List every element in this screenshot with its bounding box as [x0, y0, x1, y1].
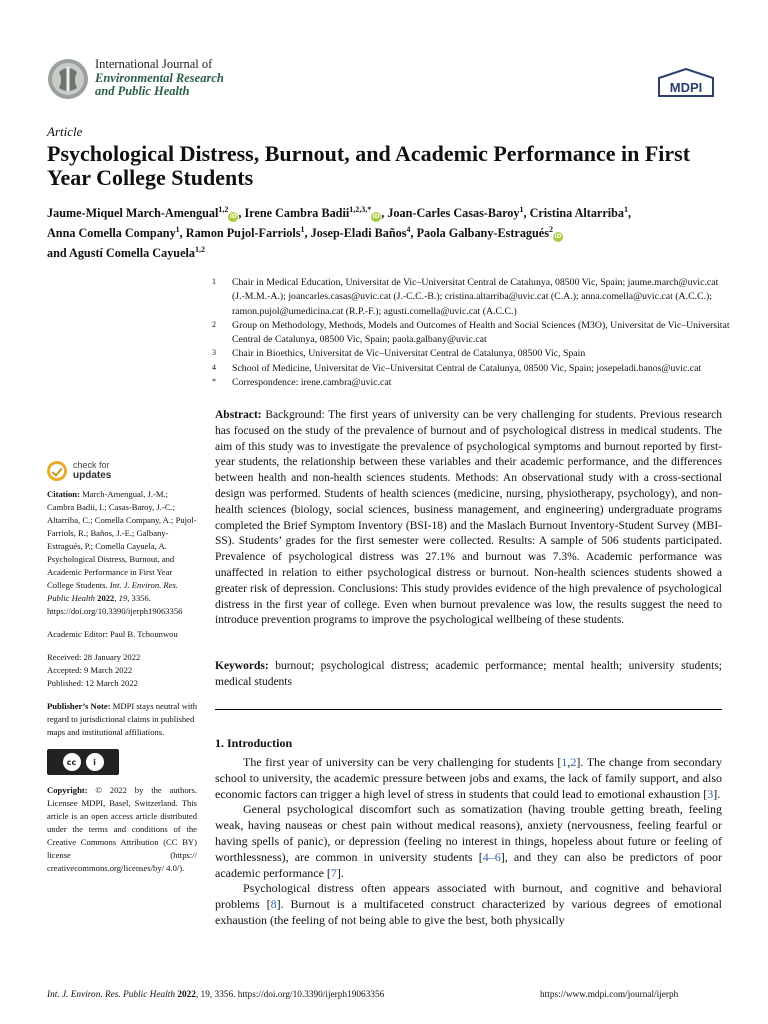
citation: Citation: March-Amengual, J.-M.; Cambra Badii, I.; Casas-Baroy, J.-C.; Altarriba, C.; Comella Company, A.; Pujol-Farriols, R.; Baños, J.-E.; Galbany-Estragués, P.; Comella Cayuela, A. Psychological Distress, Burnout, and Academic Performance in First Year College Students. Int. J. Environ. Res. Public Health 2022, 19, 3356. https://doi.org/10.3390/ijerph19063356 [47, 489, 197, 616]
author[interactable] [186, 226, 305, 240]
affiliation-item [212, 362, 732, 376]
publishers-note-text: MDPI stays neutral with regard to jurisdictional claims in published maps and institutional affiliations. [47, 701, 197, 737]
orcid-icon[interactable]: iD [372, 213, 380, 221]
citation-volume: 19 [118, 593, 128, 603]
author-name: Jaume-Miquel March-Amengual [47, 206, 219, 221]
article-type: Article [47, 124, 83, 139]
affiliation-text: Correspondence: irene.cambra@uvic.cat [232, 377, 392, 389]
citation-link[interactable]: 2 [570, 755, 577, 769]
author[interactable] [387, 206, 523, 220]
academic-editor: Academic Editor: Paul B. Tchounwou [47, 629, 178, 639]
footer-year: 2022 [177, 990, 196, 1000]
published-date: Published: 12 March 2022 [47, 678, 138, 688]
copyright-text: © 2022 by the authors. Licensee MDPI, Basel, Switzerland. This article is an open access article distributed under the terms and conditions of the Creative Commons Attribution (CC BY) license (https:// creativecommons.org/licenses/by/ 4.0/). [47, 785, 197, 873]
author[interactable] [47, 206, 238, 220]
footer-citation [47, 990, 384, 1000]
journal-logo [47, 58, 89, 100]
cc-icon: cc [63, 753, 81, 771]
author[interactable] [47, 246, 205, 260]
author-name: Josep-Eladi Baños [310, 226, 407, 241]
citation-label: Citation: [47, 489, 80, 499]
mdpi-logo [653, 68, 719, 100]
affiliation-text: Chair in Bioethics, Universitat de Vic–Universitat Central de Catalunya, 08500 Vic, Spain [232, 348, 586, 360]
author[interactable] [417, 226, 563, 240]
copyright-label: Copyright: [47, 785, 88, 795]
citation-text: March-Amengual, J.-M.; Cambra Badii, I.; Casas-Baroy, J.-C.; Altarriba, C.; Comella Company, A.; Pujol-Farriols, R.; Baños, J.-E.; Galbany-Estragués, P.; Comella Cayuela, A. Psychological Distress, Burnout, and Academic Performance in First Year College Students. [47, 489, 197, 590]
affiliation-number: 2 [212, 319, 216, 329]
accepted-date: Accepted: 9 March 2022 [47, 665, 133, 675]
introduction-body [215, 755, 722, 929]
author-name: Irene Cambra Badii [244, 206, 350, 221]
orcid-icon[interactable]: iD [554, 233, 562, 241]
intro-paragraph: General psychological discomfort such as somatization (having trouble getting breath, feeling weak, having nauseas or chest pain without medical reasons), anxiety (nervousness, feeling fearful or having spells of panic), or depression (feeling no interest in things, hopeless about future or feeling of worthlessness), are common in university students [4–6], and they can also be predictors of poor academic performance [7]. [215, 802, 722, 880]
affiliation-text: Chair in Medical Education, Universitat de Vic–Universitat Central de Catalunya, 08500 Vic, Spain; jaume.march@uvic.cat (J.-M.M.-A.); joancarles.casas@uvic.cat (J.-C.C.-B.); cristina.altarriba@uvic.cat (C.A.); anna.comella@uvic.cat (A.C.C.); ramon.pujol@umedicina.cat (R.P.-F.); agusti.comella@uvic.cat (A.C.C.) [232, 277, 719, 317]
check-for-updates-button[interactable] [47, 460, 111, 481]
citation-link[interactable]: 8 [270, 897, 277, 912]
author[interactable] [311, 226, 411, 240]
author-name: Paola Galbany-Estragués [416, 226, 549, 241]
article-title: Psychological Distress, Burnout, and Academic Performance in First Year College Students [47, 141, 691, 190]
affiliation-text: School of Medicine, Universitat de Vic–Universitat Central de Catalunya, 08500 Vic, Spain; josepeladi.banos@uvic.cat [232, 362, 702, 374]
author-list: Jaume-Miquel March-Amengual$^{1,2}$iD, Irene Cambra Badii$^{1,2,3,*}$iD, Joan-Carles Casas-Baroy$^1$, Cristina Altarriba$^1$, Anna Comella Company$^1$, Ramon Pujol-Farriols$^1$, Josep-Eladi Baños$^4$, Paola Galbany-Estragués$^2$iD and Agustí Comella Cayuela$^{1,2}$ [47, 205, 632, 261]
affiliation-number: 4 [212, 362, 216, 372]
citation-journal: Int. J. Environ. Res. Public Health [47, 580, 178, 603]
author[interactable] [47, 226, 180, 240]
citation-link[interactable]: 1 [561, 755, 568, 769]
author-name: and Agustí Comella Cayuela [47, 246, 195, 261]
keywords-text: burnout; psychological distress; academic performance; mental health; university students; medical students [215, 660, 723, 688]
author-affiliation-marker: 1 [300, 225, 305, 235]
publishers-note [47, 700, 197, 739]
citation-doi[interactable]: , 3356. https://doi.org/10.3390/ijerph19063356 [47, 593, 183, 616]
affiliations [212, 276, 732, 390]
journal-name-line2: Environmental Research [95, 70, 224, 85]
cc-by-license-badge[interactable] [47, 749, 119, 775]
author[interactable] [530, 206, 628, 220]
journal-name [95, 58, 224, 99]
footer-journal: Int. J. Environ. Res. Public Health [47, 990, 175, 1000]
author-affiliation-marker: 1,2 [218, 205, 229, 214]
publishers-note-label: Publisher’s Note: [47, 701, 111, 711]
author[interactable] [245, 206, 382, 220]
footer-doi[interactable]: , 19, 3356. https://doi.org/10.3390/ijerph19063356 [195, 990, 385, 1000]
abstract [215, 408, 722, 629]
publisher-label: MDPI [669, 80, 703, 95]
author-name: Joan-Carles Casas-Baroy [387, 206, 520, 221]
author-affiliation-marker: 4 [406, 225, 411, 235]
journal-name-line1: International Journal of [95, 57, 213, 71]
affiliation-number: 1 [212, 277, 216, 286]
author-affiliation-marker: 1 [519, 205, 524, 214]
keywords-label: Keywords: [215, 660, 269, 672]
section-divider [215, 709, 722, 710]
affiliation-item [212, 319, 732, 348]
copyright [47, 784, 197, 875]
attribution-icon: i [86, 753, 104, 771]
citation-link[interactable]: 4–6 [482, 849, 501, 864]
author-affiliation-marker: 1 [175, 225, 180, 235]
author-affiliation-marker: 1,2,3,* [349, 205, 372, 214]
affiliation-item [212, 276, 732, 319]
affiliation-number: 3 [212, 348, 216, 358]
section-heading-introduction: 1. Introduction [215, 736, 293, 750]
check-updates-line1: check for [73, 460, 110, 470]
received-date: Received: 28 January 2022 [47, 652, 141, 662]
author-name: Ramon Pujol-Farriols [185, 226, 301, 241]
check-updates-line2: updates [73, 470, 112, 481]
article-info-sidebar [47, 488, 197, 885]
intro-paragraph: Psychological distress often appears associated with burnout, and cognitive and behavioral problems [8]. Burnout is a multifaceted construct characterized by various degrees of emotional exhaustion (the feeling of not being able to give the best, both physically [215, 881, 723, 927]
citation-year: 2022 [97, 593, 115, 603]
orcid-icon[interactable]: iD [229, 213, 237, 221]
author-name: Cristina Altarriba [529, 206, 625, 221]
journal-name-line3: and Public Health [95, 84, 190, 98]
author-affiliation-marker: 1,2 [194, 245, 205, 255]
affiliation-text: Group on Methodology, Methods, Models and Outcomes of Health and Social Sciences (M3O), Universitat de Vic–Universitat Central de Catalunya, 08500 Vic, Spain; paola.galbany@uvic.cat [232, 319, 730, 346]
intro-paragraph: The first year of university can be very challenging for students [1,2]. The change from secondary school to university, the academic pressure between jobs and exams, the lack of family support, and also economic factors can trigger a high level of stress in students that could lead to emotional exhaustion [3]. [215, 755, 722, 801]
abstract-text: Background: The first years of university can be very challenging for students. Previous research has focused on the study of the prevalence of burnout and of psychological distress in medical students. The aim of this study was to investigate the prevalence of psychological symptoms and burnout reported by first-year students, the relationship between these variables and their academic performance, and the differences between health and non-health sciences students. Methods: An observational study with a cross-sectional design was performed. Students of health sciences (medicine, nursing, physiotherapy, psychology), and non-health sciences (biology, social sciences, business management, and engineering) undergraduate programs completed the Brief Symptom Inventory (BSI-18) and the Maslach Burnout Inventory-Student Survey (MBI-SS). Students’ grades for the first semester were collected. Results: A sample of 506 students participated. Prevalence of psychological distress was 27.1% and burnout was 7.3%. Academic performance was unaffected in relation to either psychological distress or burnout. Non-health sciences students showed a greater risk of depression. Conclusions: This study provides evidence of the high prevalence of psychological distress in the first year of college. Even when burnout prevalence was low, the results suggest the need to introduce prevention programs to improve the psychological wellbeing of these students. [215, 409, 722, 627]
author-affiliation-marker: 2 [548, 225, 553, 235]
affiliation-number: * [212, 377, 216, 387]
keywords [215, 659, 722, 691]
author-affiliation-marker: 1 [624, 205, 629, 214]
abstract-label: Abstract: [215, 409, 262, 421]
affiliation-item [212, 347, 732, 361]
citation-link[interactable]: 7 [330, 865, 337, 880]
affiliation-item [212, 376, 732, 390]
author-name: Anna Comella Company [47, 226, 176, 241]
check-updates-icon [47, 461, 67, 481]
footer-journal-url[interactable]: https://www.mdpi.com/journal/ijerph [540, 990, 679, 1000]
citation-link[interactable]: 3 [707, 786, 714, 801]
